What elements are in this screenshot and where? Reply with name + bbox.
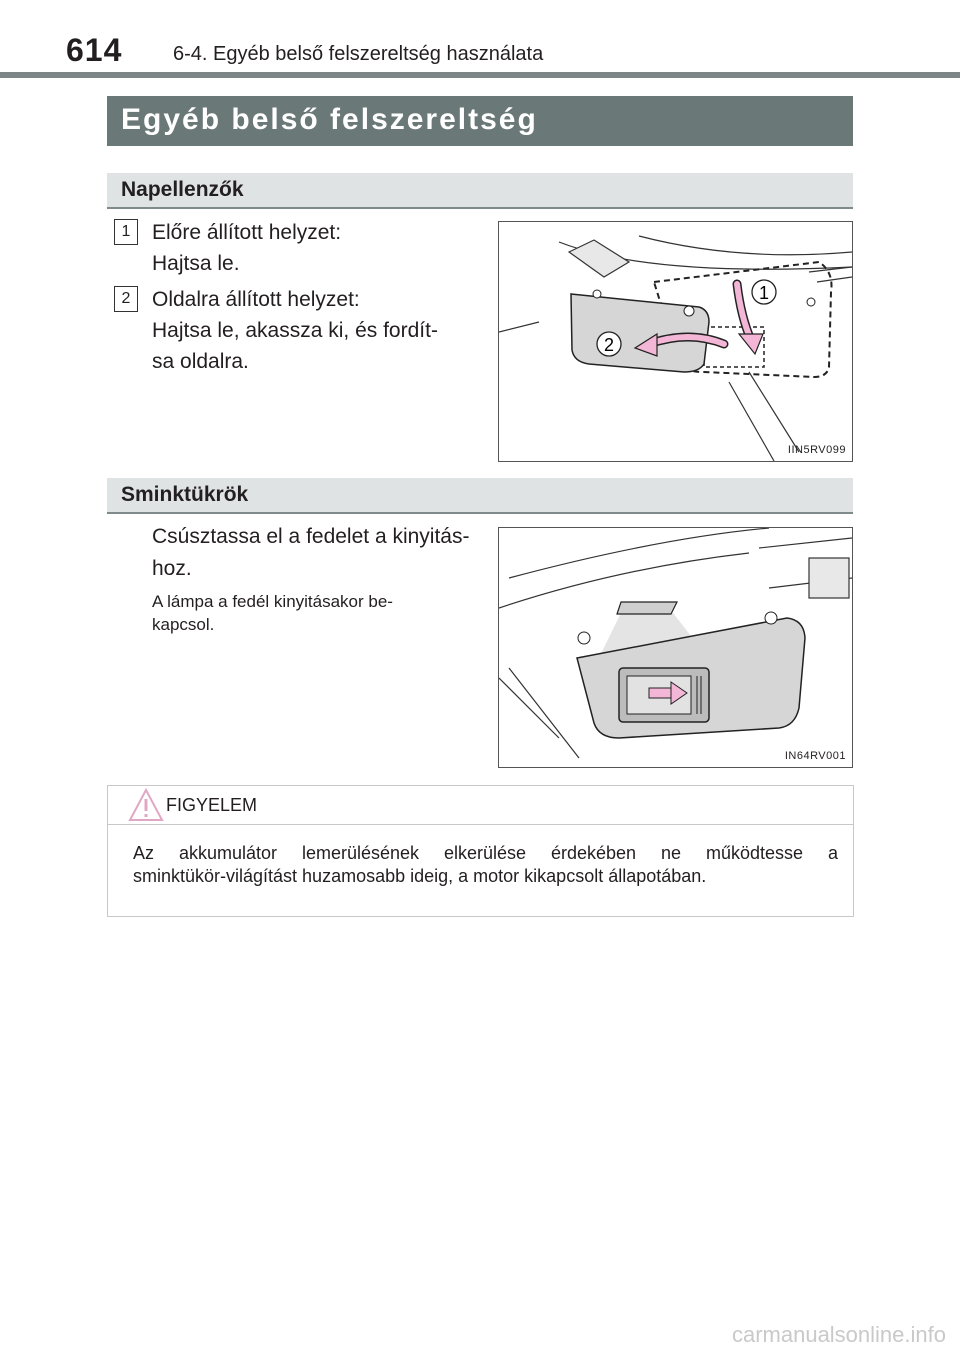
main-title: Egyéb belső felszereltség xyxy=(121,103,538,136)
warning-title: FIGYELEM xyxy=(166,795,258,815)
vanity-mirror-instruction xyxy=(152,521,476,585)
chapter-title: 6-4. Egyéb belső felszereltség használata xyxy=(173,43,544,65)
item-line: Hajtsa le. xyxy=(152,252,240,275)
page-header xyxy=(0,0,960,78)
warning-text xyxy=(133,842,838,888)
text-line: Az akkumulátor lemerülésének elkerülése érdekében ne működtesse a xyxy=(133,843,838,863)
vanity-mirror-note xyxy=(152,590,476,636)
warning-header xyxy=(108,786,853,825)
text-line: sminktükör-világítást huzamosabb ideig, a motor kikapcsolt állapotában. xyxy=(133,866,707,886)
warning-triangle-icon xyxy=(128,788,164,822)
callout-1: 1 xyxy=(758,283,770,303)
section-heading-label: Sminktükrök xyxy=(121,483,249,506)
item-number-badge: 2 xyxy=(114,286,138,312)
figure-code: IN64RV001 xyxy=(784,750,846,762)
item-number-badge: 1 xyxy=(114,219,138,245)
text-line: A lámpa a fedél kinyitásakor be- xyxy=(152,592,393,611)
text-line: hoz. xyxy=(152,557,192,580)
figure-code: IIN5RV099 xyxy=(787,444,846,456)
watermark: carmanualsonline.info xyxy=(731,1322,946,1347)
header-rule xyxy=(0,72,960,78)
item-line: Hajtsa le, akassza ki, és fordít- xyxy=(152,319,438,342)
text-line: Csúsztassa el a fedelet a kinyitás- xyxy=(152,525,470,548)
section-heading-label: Napellenzők xyxy=(121,178,244,201)
text-line: kapcsol. xyxy=(152,615,215,634)
sun-visor-illustration xyxy=(498,221,853,462)
list-item xyxy=(114,217,484,279)
item-line: Oldalra állított helyzet: xyxy=(152,288,360,311)
list-item xyxy=(114,284,484,377)
section-heading-sun-visors xyxy=(107,173,853,209)
vanity-mirror-drawing xyxy=(499,528,852,767)
callout-2: 2 xyxy=(603,335,615,355)
item-line: Előre állított helyzet: xyxy=(152,221,342,244)
main-title-bar xyxy=(107,96,853,146)
vanity-mirror-illustration xyxy=(498,527,853,768)
section-heading-vanity-mirrors xyxy=(107,478,853,514)
warning-box xyxy=(107,785,854,917)
page-number: 614 xyxy=(66,32,123,68)
sun-visor-drawing xyxy=(499,222,852,461)
item-line: sa oldalra. xyxy=(152,350,249,373)
